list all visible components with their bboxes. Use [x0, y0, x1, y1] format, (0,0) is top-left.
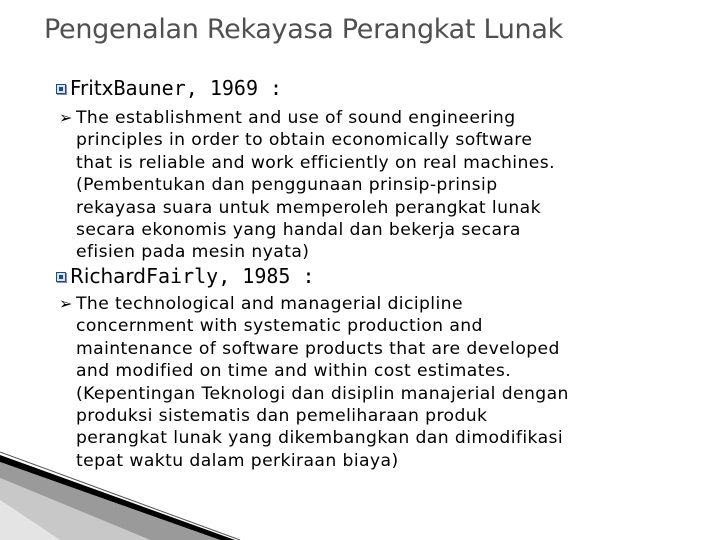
definition-line: rekayasa suara untuk memperoleh perangkat lunak [76, 197, 541, 218]
definition-line: secara ekonomis yang handal dan bekerja secara [76, 220, 521, 241]
slide-title: Pengenalan Rekayasa Perangkat Lunak [44, 14, 563, 45]
definition-line: tepat waktu dalam perkiraan biaya) [76, 450, 399, 471]
author-year: Fairly, 1985 : [145, 264, 315, 288]
arrow-bullet-icon: ➢ [59, 108, 73, 127]
definition-line: (Kepentingan Teknologi dan disiplin manajerial dengan [76, 383, 569, 404]
definition-heading-1 [56, 76, 282, 100]
definition-line: perangkat lunak yang dikembangkan dan dimodifikasi [76, 428, 564, 449]
checkbox-bullet-icon [56, 84, 66, 94]
definition-body-2 [59, 293, 569, 472]
definition-line: (Pembentukan dan penggunaan prinsip-prinsip [76, 175, 498, 196]
definition-line: and modified on time and within cost estimates. [76, 361, 512, 382]
definition-line: concernment with systematic production and [76, 316, 483, 337]
definition-line: produksi sistematis dan pemeliharaan produk [76, 406, 488, 427]
definition-line: ➢ The technological and managerial dicipline [59, 294, 463, 314]
arrow-bullet-icon: ➢ [59, 294, 73, 313]
definition-line: efisien pada mesin nyata) [76, 242, 310, 263]
definition-line: ➢ The establishment and use of sound engineering [59, 108, 516, 128]
definition-body-1 [59, 107, 555, 264]
definition-line: that is reliable and work efficiently on real machines. [76, 152, 555, 173]
definition-line: principles in order to obtain economically software [76, 130, 533, 151]
author-name: Fritx [70, 76, 114, 100]
definition-line: maintenance of software products that are developed [76, 338, 560, 359]
author-year: Bauner, 1969 : [113, 76, 283, 100]
author-name: Richard [70, 264, 146, 288]
checkbox-bullet-icon [56, 272, 66, 282]
definition-heading-2 [56, 264, 315, 288]
